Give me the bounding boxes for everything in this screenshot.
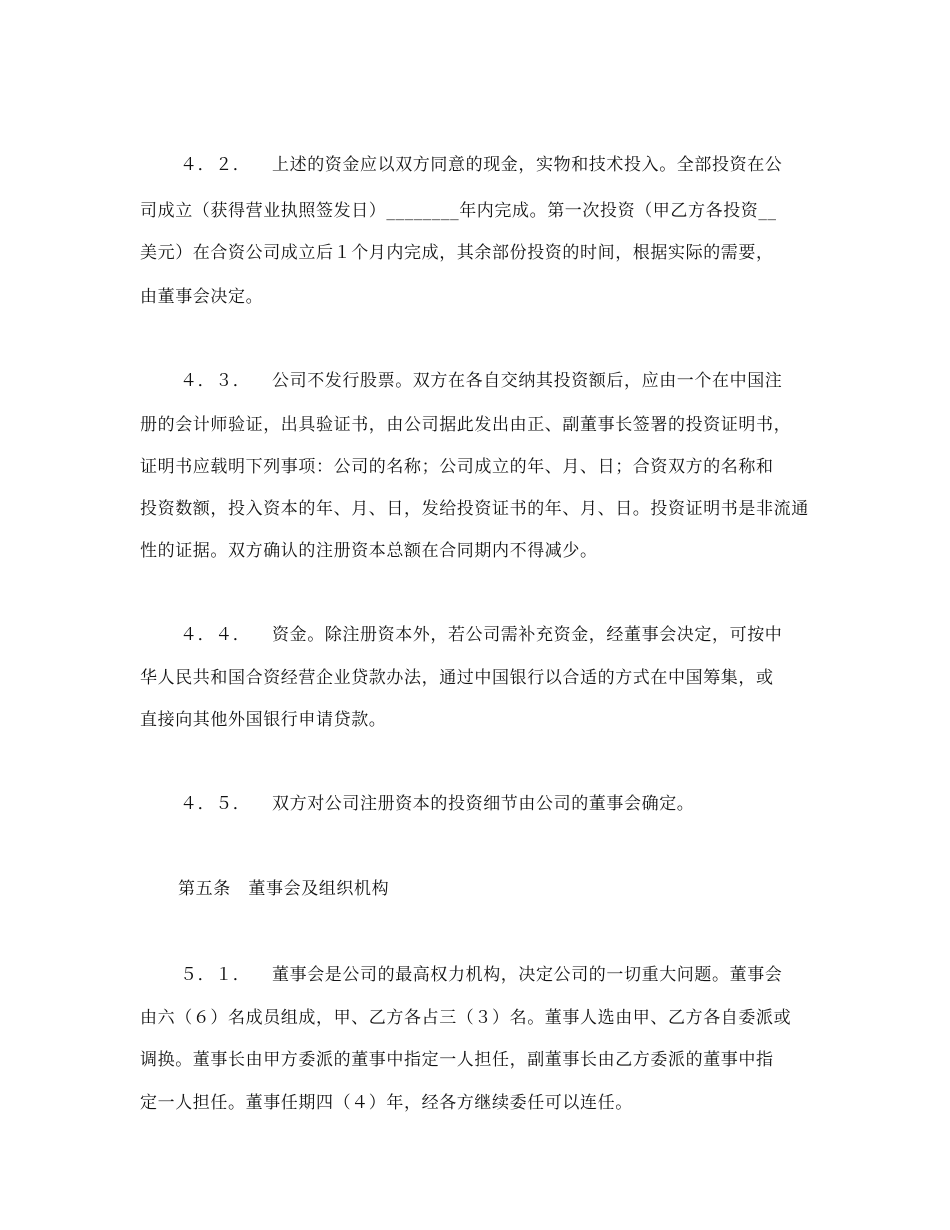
paragraph-text: 董事会是公司的最高权力机构，决定公司的一切重大问题。董事会: [272, 965, 783, 985]
section-4-5-first-line: [180, 792, 694, 816]
section-number: ４．４．: [180, 625, 251, 645]
paragraph-line: 投资数额，投入资本的年、月、日，发给投资证书的年、月、日。投资证明书是非流通: [140, 499, 809, 519]
section-4-2-first-line: [180, 153, 782, 177]
paragraph-line: 性的证据。双方确认的注册资本总额在合同期内不得减少。: [140, 541, 598, 561]
paragraph-line: 华人民共和国合资经营企业贷款办法，通过中国银行以合适的方式在中国筹集，或: [140, 668, 774, 688]
paragraph-text: 资金。除注册资本外，若公司需补充资金，经董事会决定，可按中: [272, 625, 783, 645]
paragraph-line: 调换。董事长由甲方委派的董事中指定一人担任，副董事长由乙方委派的董事中指: [140, 1050, 774, 1070]
section-number: ５．１．: [180, 965, 251, 985]
paragraph-line: 由六（６）名成员组成，甲、乙方各占三（３）名。董事人选由甲、乙方各自委派或: [140, 1008, 792, 1028]
section-5-1-first-line: [180, 963, 782, 987]
section-number: ４．５．: [180, 794, 251, 814]
section-4-3-first-line: [180, 369, 782, 393]
paragraph-line: 定一人担任。董事任期四（４）年，经各方继续委任可以连任。: [140, 1093, 633, 1113]
section-number: ４．２．: [180, 155, 251, 175]
paragraph-line: 直接向其他外国银行申请贷款。: [140, 710, 387, 730]
article-heading: 第五条 董事会及组织机构: [178, 879, 390, 899]
paragraph-text: 双方对公司注册资本的投资细节由公司的董事会确定。: [272, 794, 695, 814]
paragraph-text: 上述的资金应以双方同意的现金，实物和技术投入。全部投资在公: [272, 155, 783, 175]
paragraph-text: 公司不发行股票。双方在各自交纳其投资额后，应由一个在中国注: [272, 371, 783, 391]
paragraph-line: 由董事会决定。: [140, 287, 264, 307]
paragraph-line: 司成立（获得营业执照签发日）________年内完成。第一次投资（甲乙方各投资__: [140, 201, 777, 221]
section-number: ４．３．: [180, 371, 251, 391]
section-4-4-first-line: [180, 623, 782, 647]
paragraph-line: 册的会计师验证，出具验证书，由公司据此发出由正、副董事长签署的投资证明书，: [140, 415, 792, 435]
paragraph-line: 证明书应载明下列事项：公司的名称；公司成立的年、月、日；合资双方的名称和: [140, 457, 774, 477]
paragraph-line: 美元）在合资公司成立后１个月内完成，其余部份投资的时间，根据实际的需要，: [140, 243, 774, 263]
